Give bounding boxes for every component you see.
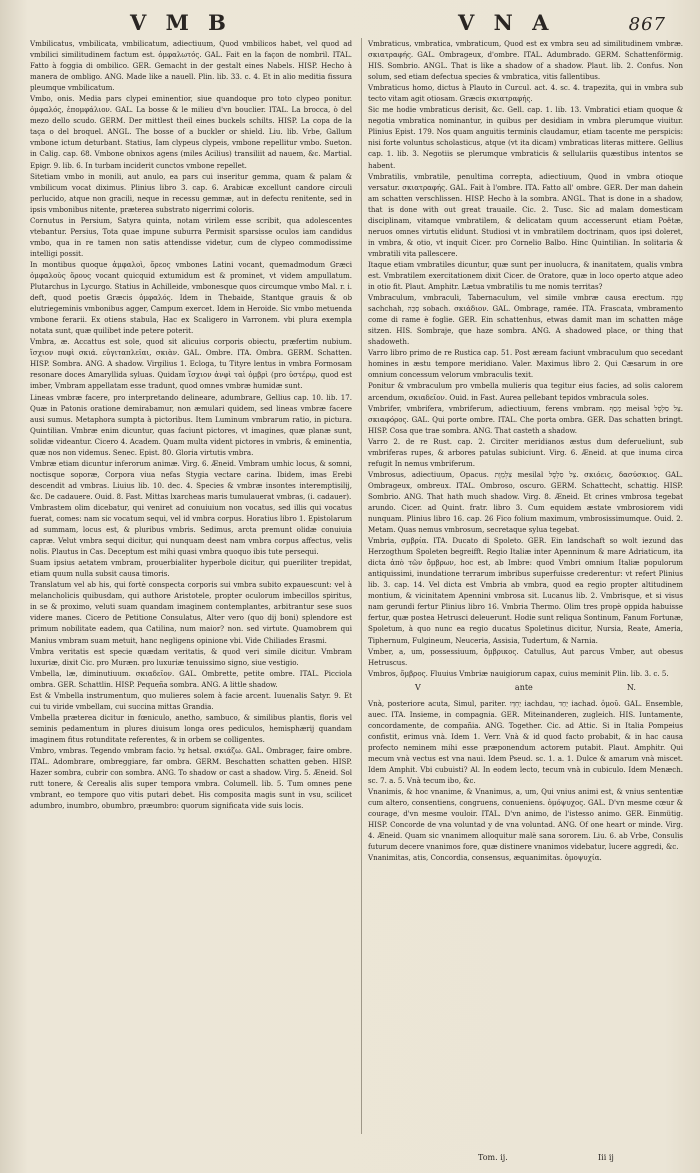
running-head-center: V N A xyxy=(458,10,555,35)
entry-paragraph: Est & Vmbella instrumentum, quo mulieres solem à facie arcent. Iuuenalis Satyr. 9. Et cui tu viride vmbellam, cui succina mittas Grandia. xyxy=(30,690,352,711)
signature-mark: Iii ij xyxy=(598,1153,614,1162)
entry-paragraph: Vmbratilis, vmbratile, penultima correpta, adiectiuum, Quod in vmbra otioque versatur. σκιατραφής. GAL. Fait à l'ombre. ITA. Fatto all' ombre. GER. Der man dahein am schatten verschlissen. HISP. Hecho à la sombra. ANGL. That is done in a shadow, that is done with out great trauaile. Cic. 2. Tusc. Sic ad malam domesticam disciplinam, vitamque vmbratilem, & delicatam quum accesserunt etiam Poëtæ, neruos omnes virtutis elidunt. Studiosi vt in vmbratilem doctrinam, quos ipsi doleret, in vmbra, & otio, vt inquit Cicer. pro Cornelio Balbo. Hinc Quintilian. In solitaria & vmbratili vita pallescere. xyxy=(368,171,683,258)
entry-paragraph: Varro libro primo de re Rustica cap. 51. Post æream faciunt vmbraculum quo secedant homines in æstu tempore meridiano. Valer. Maximus libro 2. Qui Cæsarum in ore omnium concessum velorum vmbraculis texit. xyxy=(368,348,683,380)
entry-paragraph: Vmbro, vmbras. Tegendo vmbram facio. צֵל hetsal. σκιάζω. GAL. Ombrager, faire ombre. ITAL. Adombrare, ombreggiare, far ombra. GERM. Beschatten schatten geben. HISP. Hazer sombra, cubrir con sombra. ANG. To shadow or cast a shadow. Virg. 5. Æneid. Sol rutt tonere, & Cerealis alis super tempora vmbra. Columell. lib. 5. Tum omnes pene vmbrant, eo tempore quo vitis putari debet. His composita magis sunt in vsu, scilicet adumbro, inumbro, obumbro, præumbro: quorum significata vide suis locis. xyxy=(30,746,352,811)
entry-paragraph: Vmbria, σμβρία. ITA. Ducato di Spoleto. GER. Ein landschaft so wolt iezund das Herzogthum Spoleten begreifft. Regio Italiæ inter Apenninum & mare Adriaticum, ita dicta ἀπὸ τῶν ὄμβρων, hoc est, ab Imbre: quod Vmbri omnium Italiæ populorum antiquissimi, inundatione terrarum imbribus superfuisse crederentur: vt refert Plinius lib. 3. cap. 14. Vel dicta est Vmbria ab vmbra, quod ea regio propter altitudinem montium, & vicinitatem Apennini vmbrosa sit. Lucanus lib. 2. Vmbrisque, et si visus nam gerundi fertur Plinius libro 16. Vmbria Thermo. Olim tres propè oppida habuisse fertur, quæ postea Hetrusci deleuerunt. Hodie sunt reliqua Sontinum, Fanum Fortunæ, Spoletum, à quo nunc ea regio ducatus Spoletinus dicitur, Nursia, Reate, Ameria, Tiphernum, Fulgineum, Neuceria, Assisia, Tudertum, & Narnia. xyxy=(368,536,683,645)
entry-paragraph: Vnà, posteriore acuta, Simul, pariter. יַחְדָּו iachdau, יַחַד iachad. ὁμοῦ. GAL. Ensemble, auec. ITA. Insieme, in compagnia. GER. Miteinanderen, zugleich. HIS. Iuntamente, concordamente, de compañia. ANG. Together. Cic. ad Attic. Si in Italia Pompeius confistit, erimus vnà. Idem 1. Verr. Vnà & id quod facto probabit, & in hac causa profecto neminem mihi esse præponendum actorem putabit. Plaut. Amphitr. Qui mecum vnà vectus est vna naui. Idem Pseud. sc. 1. a. 1. Dulce & amarum vnà miscet. Idem Amphit. Vbi cubuisti? Al. In eodem lecto, tecum vnà in cubiculo. Idem Menæch. sc. 7. a. 5. Vnà tecum ibo, &c. xyxy=(368,698,683,786)
running-head xyxy=(30,0,686,38)
entry-paragraph: Vmber, a, um, possessiuum, ὄμβρικος. Catullus, Aut parcus Vmber, aut obesus Hetruscus. xyxy=(368,646,683,667)
section-break-right: N. xyxy=(626,682,636,692)
section-break xyxy=(368,682,683,694)
entry-paragraph: In montibus quoque ἀμφαλοὶ, ὄρεος vmbones Latini vocant, quemadmodum Græci ὀμφαλοὺς ὄρους vocant quicquid extumidum est & prominet, vt videm ampullatum. Plutarchus in Lycurgo. Statius in Achilleide, vmbonesque quos circumque vmbo Mal. r. i. deft, quod poetis Græcis ὀμφαλός. Idem in Thebaide, Stantque grauis & ob elutriegeminis vmbonibus agger, Campum exercet. Idem in Heroide. Sic vmbo metuenda vmbone ferarii. Ex otiens stabula, Hac ex Scaligero in Varronem. vbi plura exempla notata sunt, quæ quilibet inde petere poterit. xyxy=(30,259,352,336)
running-head-left: V M B xyxy=(130,10,232,35)
entry-paragraph: Sic me hodie vmbraticus derisit, &c. Gell. cap. 1. lib. 13. Vmbratici etiam quoque & negotia vmbratica nominantur, in quibus per desidiam in vmbra plerumque viuitur. Plinius Epist. 179. Nos quam anguitis terminis claudamur, etiam tacente me perspicis: nisi forte voluntus scholasticus, atque (vt ita dicam) vmbraticas literas mittere. Gellius cap. 1. lib. 3. Negotiis se plerumque vmbraticis & sellulariis quæstibus intentos se habent. xyxy=(368,105,683,170)
entry-paragraph: Sitetiam vmbo in monili, aut anulo, ea pars cui inseritur gemma, quam & palam & vmbilicum vocat diximus. Plinius libro 3. cap. 6. Arabicæ excellunt candore circuli perlucido, atque non gracili, neque in recessu gemmæ, aut in defectu renitente, sed in ipsis vmbonibus nitente, præterea substrato nigerrimi coloris. xyxy=(30,171,352,214)
entry-paragraph: Vmbrifer, vmbrifera, vmbriferum, adiectiuum, ferens vmbram. מֵסֵף meisal צֵל סִלְסֻל. σκιαφόρος. GAL. Qui porte ombre. ITAL. Che porta ombra. GER. Das schatten bringt. HISP. Cosa que trae sombra. ANG. That casteth a shadow. xyxy=(368,403,683,435)
entry-paragraph: Vmbra veritatis est specie quædam veritatis, & quod veri simile dicitur. Vmbram luxuriæ, dixit Cic. pro Muræn. pro luxuriæ tenuissimo signo, siue vestigio. xyxy=(30,646,352,667)
entry-paragraph: Vmbros, ὄμβρος. Fluuius Vmbriæ nauigiorum capax, cuius meminit Plin. lib. 3. c. 5. xyxy=(368,668,669,678)
entry-paragraph: Itaque etiam vmbratiles dicuntur, quæ sunt per inuolucra, & inanitatem, qualis vmbra est. Vmbratilem exercitationem dixit Cicer. de Oratore, quæ in loco operto atque adeo in otio fit. Plaut. Amphitr. Lætua vmbratilis tu me nomis territas? xyxy=(368,259,683,292)
entry-paragraph: Vmbilicatus, vmbilicata, vmbilicatum, adiectiuum, Quod vmbilicos habet, vel quod ad vmbilici similitudinem factum est. ὀμφαλωτός. GAL. Fait en la façon de nombril. ITAL. Fatto à foggia di ombilico. GER. Gemacht in der gestalt eines Nabels. HISP. Hecho à manera de ombligo. ANG. Made like a nauell. Plin. lib. 33. c. 4. Et in alio meditia fissura pleumque vmbilicatum. xyxy=(30,39,352,93)
volume-mark: Tom. ij. xyxy=(478,1153,508,1162)
entry-paragraph: Vmbo, onis. Media pars clypei eminentior, siue quandoque pro toto clypeo ponitur. ὀμφαλός, ἐπομφάλιον. GAL. La bosse & le milieu d'vn bouclier. ITAL. La brocca, ò del mezo dello scudo. GERM. Der mittlest theil eines buckels schilts. HISP. La copa de la taça o del broquel. ANGL. The bosse of a buckler or shield. Liu. lib. Vrbe, Gallum vmbone ictum deturbant. Statius, Iam clypeus clypeis, vmbone repellitur vmbo. Sueton. in Calig. cap. 68. Vmbone obnixos agens (miles Acilius) transiliit ad nauem, &c. Martial. Epigr. 9. lib. 6. In turbam inciderit cunctos vmbone repellet. xyxy=(30,94,352,170)
entry-paragraph: Vmbella, læ, diminutiuum. σκιαδεῖον. GAL. Ombrette, petite ombre. ITAL. Picciola ombra. GER. Schattlin. HISP. Pequeña sombra. ANG. A little shadow. xyxy=(30,668,352,689)
entry-paragraph: Vmbrastem olim dicebatur, qui veniret ad conuiuium non vocatus, sed illis qui vocatus fuerat, comes: nam sic vocatum sequi, vel id vmbra corpus. Horatius libro 1. Epistolarum ad summam, locus est, & pluribus vmbris. Sedimus, arcta premunt olidæ conuiuia capræ. Velut vmbra sequi dicitur, qui nunquam deest nam vmbra corpus affectus, velis nolis. Plautus in Cas. Deceptum est mihi quasi vmbra quoquo ibis tute persequi. xyxy=(30,502,352,557)
entry-paragraph: Varro 2. de re Rust. cap. 2. Circiter meridianos æstus dum deferueliunt, sub vmbriferas rupes, & arbores patulas subiciunt. Virg. 6. Æneid. at que inuma circa refugit In nemus vmbriferum. xyxy=(368,436,683,468)
entry-paragraph: Lineas vmbræ facere, pro interpretando delineare, adumbrare, Gellius cap. 10. lib. 17. Quæ in Patonis oratione demirabamur, non æmulari quidem, sed lineas vmbræ facere ausi sumus. Metaphora sumpta à pictoribus. Item Luminum vmbrarum ratio, in pictura. Quintilian. Vmbræ enim dicuntur, quas faciunt pictores, vt imagines, quæ planæ sunt, solidæ videantur. Cicero 4. Academ. Quam multa vident pictores in vmbris, & eminentia, quæ nos non videmus. Senec. Epist. 80. Gloria virtutis vmbra. xyxy=(30,392,352,457)
right-column xyxy=(361,38,683,1134)
section-break-middle: ante xyxy=(514,682,533,692)
entry-paragraph: Vmbra, æ. Accattus est sole, quod sit alicuius corporis obiectu, præfertim nubium. ἴσχιον πυφὶ σκιά. εὐγιταπλεῖαι, σκιὰν. GAL. Ombre. ITA. Ombra. GERM. Schatten. HISP. Sombra. ANG. A shadow. Virgilius 1. Ecloga, tu Tityre lentus in vmbra Formosam resonare doces Amaryllida syluas. Quidam ἴσχιον ἀνφὶ ταὶ ὁμβρὶ (pro ὑστέρῳ, quod est imber, Vmbram appellatam esse tradunt, quod omnes vmbræ humidæ sunt. xyxy=(30,337,352,391)
text-columns xyxy=(30,38,686,1134)
section-break-left: V xyxy=(415,682,421,692)
entry-paragraph: Vmbella præterea dicitur in fœniculo, anetho, sambuco, & similibus plantis, floris vel seminis pedamentum in plures diuisum longa ores pediculos, hemisphærij quandam imaginem fitus rotunditate referentes, & in orbem se colligentes. xyxy=(30,712,352,744)
entry-paragraph: Vmbræ etiam dicuntur inferorum animæ. Virg. 6. Æneid. Vmbram umhic locus, & somni, noctisque soporæ, Corpora viua nefas Stygia vectare carina. Ibidem, imas Erebi descendit ad vmbras. Liuius lib. 10. dec. 4. Species & vmbræ insontes interemptisilij, &c. De cadauere. Ouid. 8. Fast. Mittas lxarcheas maris tumulauerat vmbras, (i. cadauer). xyxy=(30,458,352,501)
entry-paragraph: Vnanimis, & hoc vnanime, & Vnanimus, a, um, Qui vnius animi est, & vnius sententiæ cum altero, consentiens, congruens, conueniens. ὁμόψυχος. GAL. D'vn mesme cœur & courage, d'vn mesme vouloir. ITAL. D'vn animo, de l'istesso animo. GER. Einmütig. HISP. Concorde de vna voluntad y de vna voluntad. ANG. Of one heart or minde. Virg. 4. Æneid. Quam sic vnanimem alloquitur malè sana sororem. Liu. 6. ab Vrbe, Consulis futurum decere vnanimos fore, quæ distinere vnanimos videbatur, lucere aggredi, &c. xyxy=(368,787,683,852)
entry-paragraph: Vmbrosus, adiectiuum, Opacus. צַלְמָוֶת mesilal צֵל סִלְסֻל. σκιόεις, δασύσκιος. GAL. Ombrageux, ombreux. ITAL. Ombroso, oscuro. GERM. Schattecht, schattig. HISP. Sombrio. ANG. That hath much shadow. Virg. 8. Æneid. Et crines vmbrosa tegebat arundo. Cicer. ad Quint. fratr. libro 3. Cum equidem æstate vmbrosiorem vidi nunquam. Plinius libro 16. cap. 26 Fico folium maximum, vmbrosissimumque. Ouid. 2. Metam. Quas nemus vmbrosum, secretaque sylua tegebat. xyxy=(368,469,683,535)
entry-paragraph: Cornutus in Persium, Satyra quinta, notam virilem esse scribit, qua adolescentes vtebantur. Persius, Tota quae impune suburra Permisit sparsisse oculos iam candidus vmbo, qua in re tamen non satis attendisse videtur, cum de clypeo commodissime intelligi possit. xyxy=(30,215,352,258)
entry-paragraph: Vmbraculum, vmbraculi, Tabernaculum, vel simile vmbræ causa erectum. טֶבֶה sachchah, סֻכָּה sobach. σκιάδιον. GAL. Ombrage, ramée. ITA. Frascata, vmbramento come di rame è foglie. GER. Ein schattenhus, etwas damit man im schatten mäge sitzen. HIS. Sombraje, que haze sombra. ANG. A shadowed place, or thing that shadoweth. xyxy=(368,293,683,347)
entry-paragraph: Vmbraticus homo, dictus à Plauto in Curcul. act. 4. sc. 4. trapezita, qui in vmbra sub tecto vitam agit otiosam. Græcis σκιατραφής. xyxy=(368,83,683,104)
left-column xyxy=(30,38,352,1134)
entry-paragraph: Suam ipsius aetatem vmbram, prouerbialiter hyperbole dicitur, qui pueriliter trepidat, etiam quum nulla subsit causa timoris. xyxy=(30,558,352,579)
entry-paragraph: Vnanimitas, atis, Concordia, consensus, æquanimitas. ὁμοψυχία. xyxy=(368,853,602,863)
page-footer xyxy=(0,1153,700,1167)
entry-paragraph: Translatum vel ab his, qui fortè conspecta corporis sui vmbra subito expauescunt: vel à melancholicis quibusdam, qui authore Aristotele, propter oculorum imbecillos spiritus, in se & proximo, veluti suam quandam imaginem contemplantes, arbitrantur sese suos videre manes. Cicero de Petitione Consulatus, Alter vero (quo dij boni) splendore est primum nobilitate eadem, qua Catilina, num maior? non. sed virtute. Quamobrem qui Manius vmbram suam metuit, hanc negligens opinione vbi. Vide Chiliades Erasmi. xyxy=(30,580,352,645)
entry-paragraph: Ponitur & vmbraculum pro vmbella mulieris qua tegitur eius facies, ad solis calorem arcendum, σκιαδεῖον. Ouid. in Fast. Aurea pellebant tepidos vmbracula soles. xyxy=(368,381,683,402)
entry-paragraph: Vmbraticus, vmbratica, vmbraticum, Quod est ex vmbra seu ad similitudinem vmbræ. σκιατραφής. GAL. Ombrageux, d'ombre. ITAL. Adumbrado. GERM. Schattenförmig. HIS. Sombrio. ANGL. That is like a shadow of a shadow. Plaut. lib. 2. Confus. Non solum, sed etiam defectua species & vmbratica, vitis fallentibus. xyxy=(368,39,683,82)
page-number: 867 xyxy=(628,14,666,35)
